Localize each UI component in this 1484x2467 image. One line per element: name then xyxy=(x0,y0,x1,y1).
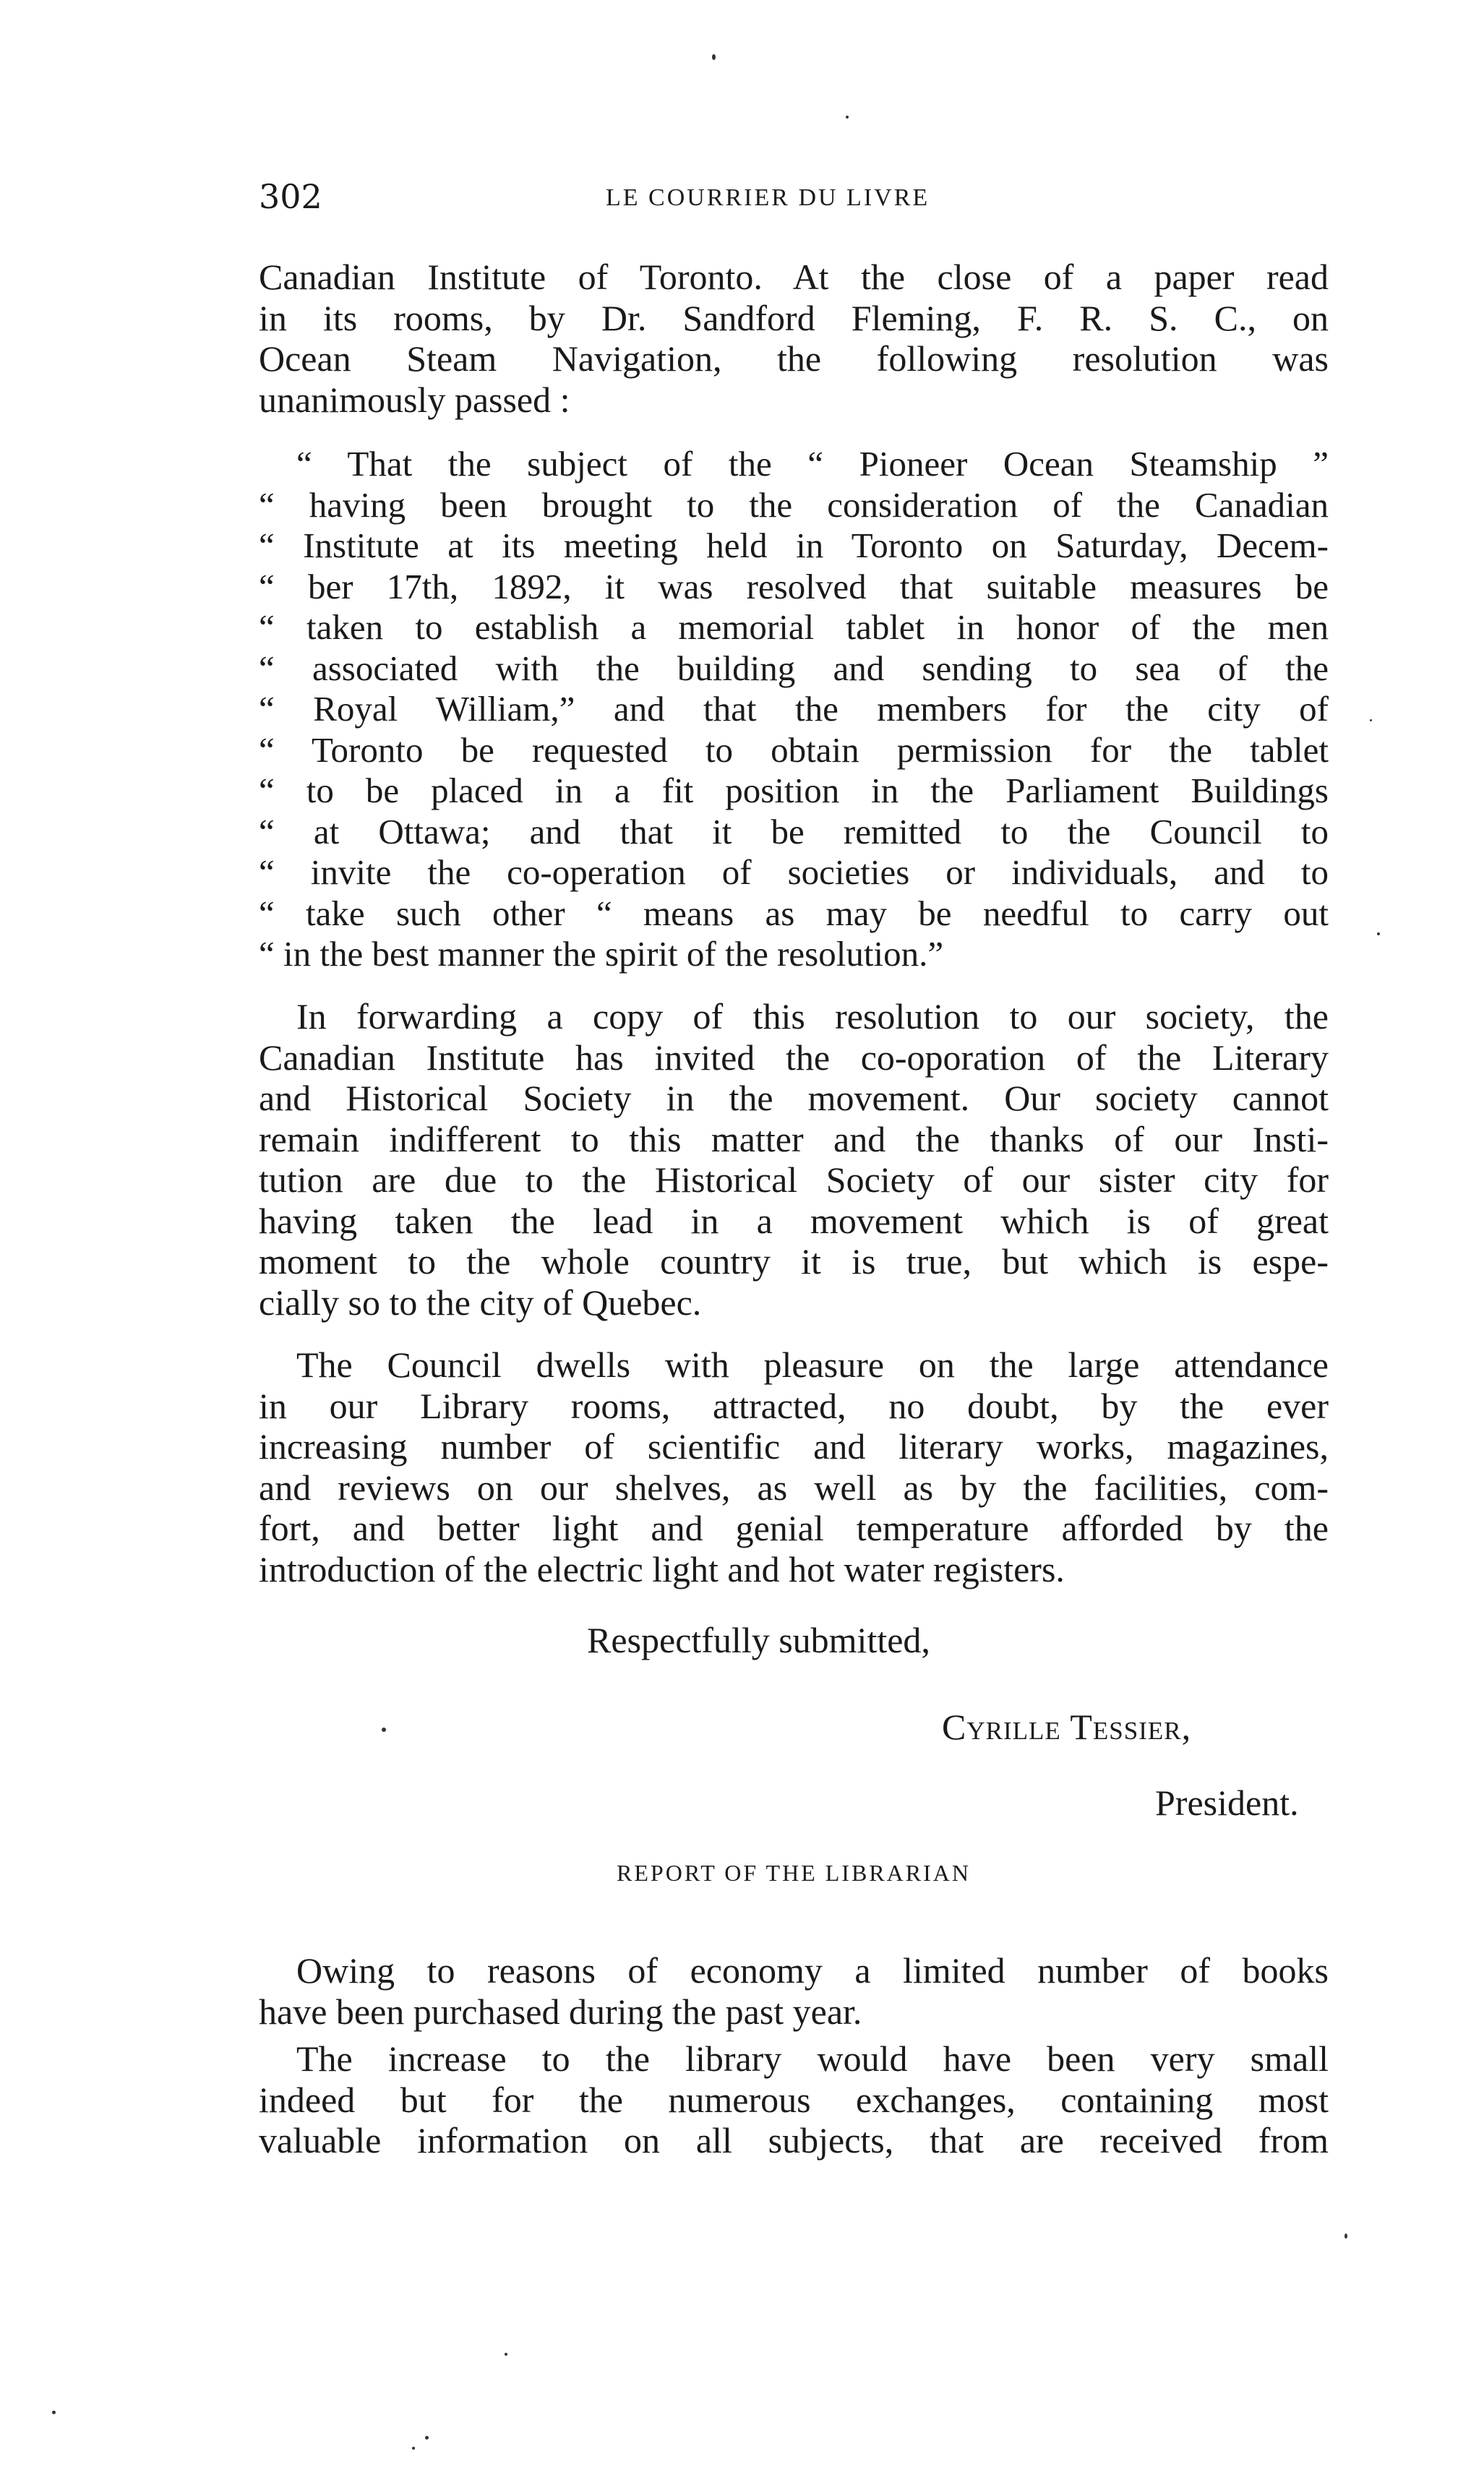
text-line: tution are due to the Historical Society of our sister city for xyxy=(259,1159,1329,1200)
scan-speck xyxy=(425,2436,429,2440)
quote-line: “ associated with the building and sending to sea of the xyxy=(259,648,1329,688)
scan-speck xyxy=(52,2411,56,2414)
signatory-title: President. xyxy=(1155,1782,1299,1823)
text-line: introduction of the electric light and hot water registers. xyxy=(259,1548,1065,1589)
quote-line: “ Institute at its meeting held in Toronto on Saturday, Decem- xyxy=(259,525,1329,565)
closing-line: Respectfully submitted, xyxy=(587,1620,930,1660)
text-line: increasing number of scientific and literary works, magazines, xyxy=(259,1426,1329,1467)
text-line: Owing to reasons of economy a limited number of books xyxy=(296,1950,1329,1991)
scan-speck xyxy=(412,2447,415,2450)
scan-speck xyxy=(846,116,849,119)
text-line: In forwarding a copy of this resolution to our society, the xyxy=(296,996,1329,1037)
quote-line: “ to be placed in a fit position in the Parliament Buildings xyxy=(259,771,1329,810)
text-line: in its rooms, by Dr. Sandford Fleming, F. R. S. C., on xyxy=(259,297,1329,338)
text-line: Canadian Institute has invited the co-oporation of the Literary xyxy=(259,1037,1329,1078)
running-title: LE COURRIER DU LIVRE xyxy=(606,184,930,211)
scan-speck xyxy=(1344,2234,1347,2239)
quote-line: “ Toronto be requested to obtain permission for the tablet xyxy=(259,729,1329,770)
intro-paragraph xyxy=(259,257,1329,420)
page-header xyxy=(259,177,1329,220)
text-line: in our Library rooms, attracted, no doubt, by the ever xyxy=(259,1385,1329,1426)
text-line: Ocean Steam Navigation, the following resolution was xyxy=(259,338,1329,379)
text-line: The Council dwells with pleasure on the large attendance xyxy=(296,1344,1329,1385)
text-line: indeed but for the numerous exchanges, containing most xyxy=(259,2079,1329,2120)
scan-speck xyxy=(382,1728,386,1732)
quote-line: “ That the subject of the “ Pioneer Ocean Steamship ” xyxy=(296,444,1329,484)
page-number: 302 xyxy=(259,177,322,216)
section-heading: REPORT OF THE LIBRARIAN xyxy=(617,1860,971,1886)
text-line: valuable information on all subjects, that are received from xyxy=(259,2120,1329,2161)
text-line: The increase to the library would have been very small xyxy=(296,2038,1329,2079)
council-paragraph xyxy=(259,1344,1329,1589)
quote-line: “ having been brought to the consideration of the Canadian xyxy=(259,484,1329,525)
text-line: Canadian Institute of Toronto. At the close of a paper read xyxy=(259,257,1329,297)
quote-line: “ at Ottawa; and that it be remitted to the Council to xyxy=(259,811,1329,851)
economy-paragraph xyxy=(259,1950,1329,2032)
text-line: cially so to the city of Quebec. xyxy=(259,1282,702,1323)
text-line: unanimously passed : xyxy=(259,379,570,420)
text-line: moment to the whole country it is true, but which is espe- xyxy=(259,1241,1329,1282)
text-line: have been purchased during the past year. xyxy=(259,1991,862,2032)
text-line: fort, and better light and genial temperature afforded by the xyxy=(259,1508,1329,1548)
increase-paragraph xyxy=(259,2038,1329,2161)
scan-speck xyxy=(1370,719,1372,721)
quote-line: “ taken to establish a memorial tablet in honor of the men xyxy=(259,607,1329,647)
signatory-name: Cyrille Tessier, xyxy=(942,1707,1192,1747)
text-line: and reviews on our shelves, as well as by the facilities, com- xyxy=(259,1467,1329,1508)
quote-line: “ invite the co-operation of societies or individuals, and to xyxy=(259,852,1329,892)
text-line: having taken the lead in a movement which is of great xyxy=(259,1200,1329,1241)
quote-line: “ in the best manner the spirit of the resolution.” xyxy=(259,934,944,974)
scan-speck xyxy=(712,54,716,60)
resolution-quote xyxy=(259,444,1329,975)
forwarding-paragraph xyxy=(259,996,1329,1323)
scan-speck xyxy=(505,2353,507,2356)
quote-line: “ ber 17th, 1892, it was resolved that suitable measures be xyxy=(259,566,1329,606)
scan-speck xyxy=(1377,932,1380,935)
quote-line: “ Royal William,” and that the members for the city of xyxy=(259,689,1329,729)
text-line: remain indifferent to this matter and the thanks of our Insti- xyxy=(259,1118,1329,1159)
text-line: and Historical Society in the movement. Our society cannot xyxy=(259,1078,1329,1118)
quote-line: “ take such other “ means as may be needful to carry out xyxy=(259,893,1329,933)
